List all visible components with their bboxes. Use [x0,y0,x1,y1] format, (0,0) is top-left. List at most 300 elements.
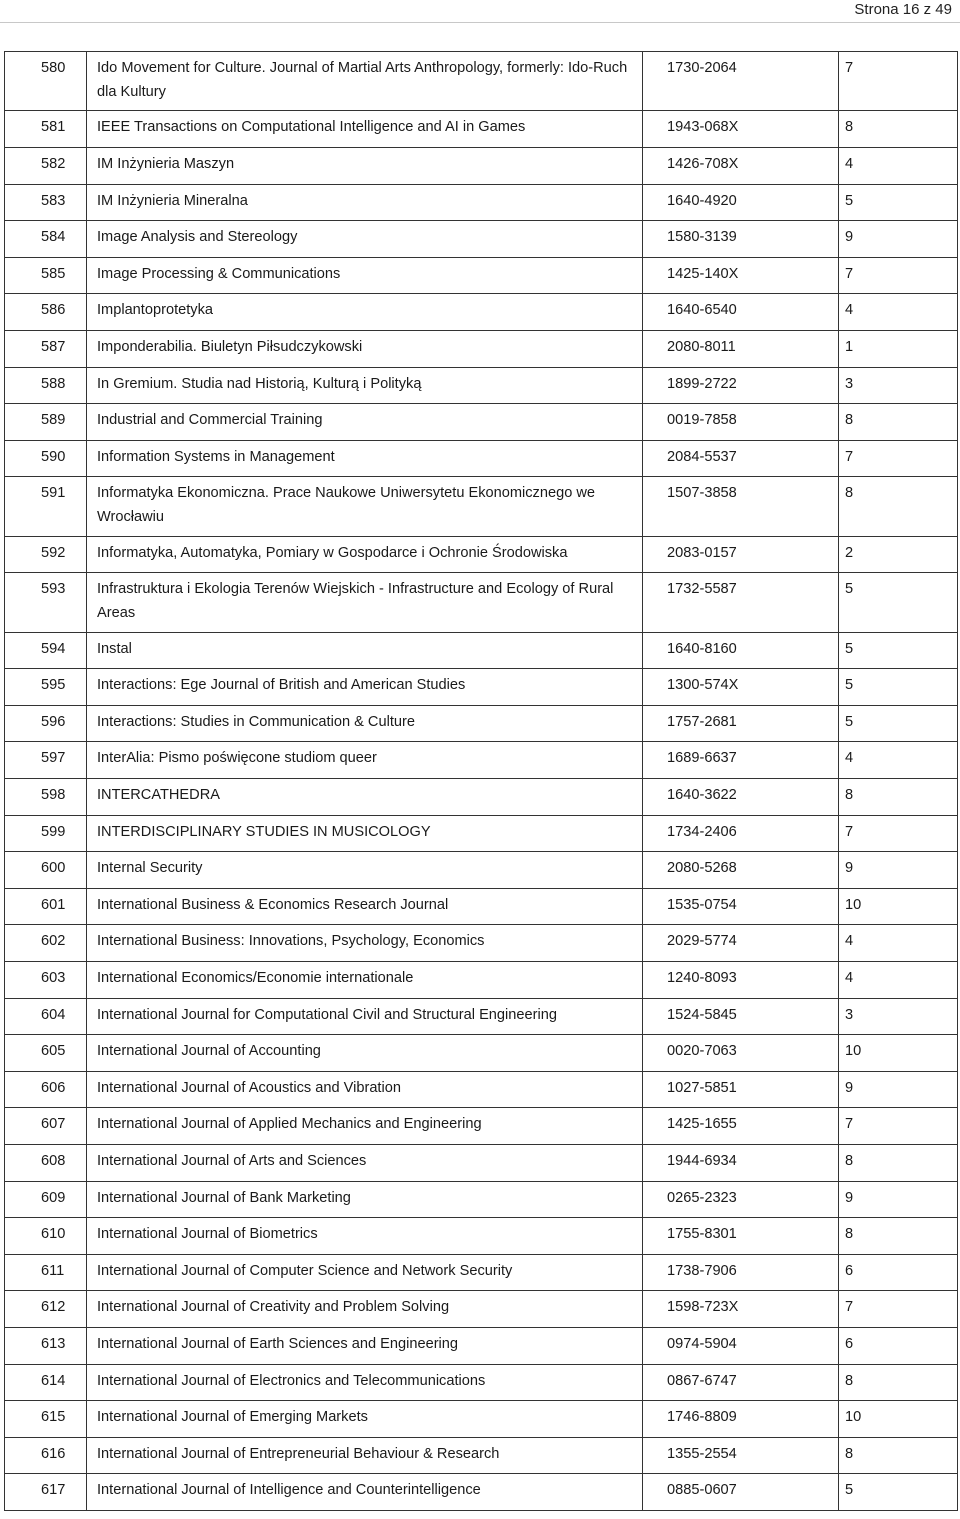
issn-text: 1732-5587 [667,581,737,598]
issn-cell [643,1327,839,1364]
issn-text: 1425-140X [667,265,739,282]
issn-cell [643,815,839,852]
table-row [5,779,958,816]
issn-cell [643,147,839,184]
points-cell [839,1254,958,1291]
journal-title-cell [87,1108,643,1145]
journal-title-cell [87,184,643,221]
row-number-text: 580 [41,60,66,76]
journal-title-cell [87,440,643,477]
points-cell [839,330,958,367]
points-text: 3 [845,375,854,392]
points-text: 8 [845,1372,854,1389]
row-number-cell [5,440,87,477]
journal-title-cell [87,1327,643,1364]
points-text: 1 [845,338,854,355]
row-number-cell [5,815,87,852]
table-row [5,888,958,925]
journal-title-cell [87,632,643,669]
points-cell [839,1291,958,1328]
row-number-cell [5,742,87,779]
points-text: 7 [845,1116,854,1133]
table-row [5,1327,958,1364]
row-number-cell [5,888,87,925]
issn-cell [643,1145,839,1182]
table-row [5,147,958,184]
table-row [5,52,958,111]
points-cell [839,1364,958,1401]
journal-title-text: Information Systems in Management [97,448,335,465]
table-row [5,404,958,441]
journal-title-text: Informatyka, Automatyka, Pomiary w Gospodarce i Ochronie Środowiska [97,544,568,561]
row-number-cell [5,147,87,184]
journal-title-cell [87,221,643,258]
issn-cell [643,669,839,706]
journal-title-cell [87,536,643,573]
issn-cell [643,440,839,477]
points-text: 8 [845,119,854,136]
row-number-cell [5,257,87,294]
points-cell [839,925,958,962]
points-cell [839,1181,958,1218]
journal-title-text: International Journal of Earth Sciences and Engineering [97,1335,459,1352]
points-text: 4 [845,155,854,172]
journal-title-cell [87,477,643,536]
issn-cell [643,1254,839,1291]
points-text: 7 [845,1299,854,1316]
table-row [5,536,958,573]
points-cell [839,440,958,477]
table-row [5,1145,958,1182]
table-row [5,669,958,706]
issn-text: 1300-574X [667,677,739,694]
issn-cell [643,998,839,1035]
row-number-cell [5,367,87,404]
row-number-cell [5,962,87,999]
points-cell [839,815,958,852]
issn-text: 1598-723X [667,1299,739,1316]
points-cell [839,1108,958,1145]
row-number-cell [5,1401,87,1438]
journal-title-text: International Economics/Economie internationale [97,970,414,987]
table-row [5,111,958,148]
issn-cell [643,330,839,367]
points-text: 9 [845,1189,854,1206]
journal-title-cell [87,1401,643,1438]
journal-title-text: IM Inżynieria Mineralna [97,192,248,209]
points-text: 5 [845,713,854,730]
journal-title-text: Industrial and Commercial Training [97,412,323,429]
journal-title-cell [87,888,643,925]
issn-cell [643,1474,839,1511]
journal-title-text: International Journal of Intelligence and Counterintelligence [97,1482,481,1499]
journal-title-cell [87,779,643,816]
points-cell [839,669,958,706]
row-number-text: 612 [41,1299,66,1316]
row-number-cell [5,1071,87,1108]
journal-title-text: International Journal of Electronics and Telecommunications [97,1372,486,1389]
points-text: 6 [845,1335,854,1352]
issn-text: 1240-8093 [667,970,737,987]
journal-title-cell [87,404,643,441]
row-number-text: 606 [41,1079,66,1096]
points-text: 7 [845,60,854,76]
points-cell [839,477,958,536]
issn-text: 1944-6934 [667,1153,737,1170]
row-number-text: 604 [41,1006,66,1023]
journal-title-cell [87,1254,643,1291]
journal-title-cell [87,257,643,294]
journal-title-text: Interactions: Studies in Communication & Culture [97,713,415,730]
issn-text: 1943-068X [667,119,739,136]
row-number-cell [5,1145,87,1182]
journal-title-text: Instal [97,640,132,657]
journal-title-cell [87,1291,643,1328]
row-number-cell [5,779,87,816]
points-cell [839,1071,958,1108]
journal-title-text: International Journal of Creativity and Problem Solving [97,1299,450,1316]
points-text: 4 [845,970,854,987]
issn-cell [643,742,839,779]
table-row [5,852,958,889]
journal-title-text: International Journal of Biometrics [97,1226,318,1243]
row-number-text: 591 [41,485,66,502]
journal-title-cell [87,1145,643,1182]
issn-text: 1689-6637 [667,750,737,767]
issn-text: 1640-4920 [667,192,737,209]
journal-title-text: Image Analysis and Stereology [97,229,298,246]
row-number-cell [5,1035,87,1072]
points-cell [839,536,958,573]
row-number-text: 595 [41,677,66,694]
journal-title-cell [87,1474,643,1511]
row-number-text: 585 [41,265,66,282]
issn-cell [643,779,839,816]
journal-title-text: International Journal of Arts and Sciences [97,1153,367,1170]
issn-text: 1755-8301 [667,1226,737,1243]
issn-text: 0265-2323 [667,1189,737,1206]
table-row [5,1035,958,1072]
points-cell [839,705,958,742]
table-row [5,925,958,962]
row-number-cell [5,1108,87,1145]
issn-cell [643,184,839,221]
issn-cell [643,221,839,258]
row-number-text: 589 [41,412,66,429]
row-number-cell [5,1218,87,1255]
issn-text: 1738-7906 [667,1262,737,1279]
points-text: 5 [845,640,854,657]
row-number-text: 599 [41,823,66,840]
issn-text: 1746-8809 [667,1409,737,1426]
row-number-cell [5,1437,87,1474]
journal-title-text: International Journal for Computational Civil and Structural Engineering [97,1006,557,1023]
points-text: 7 [845,265,854,282]
points-cell [839,962,958,999]
journal-title-text: Imponderabilia. Biuletyn Piłsudczykowski [97,338,363,355]
journal-title-text: International Journal of Computer Science and Network Security [97,1262,513,1279]
row-number-text: 583 [41,192,66,209]
row-number-text: 616 [41,1445,66,1462]
row-number-cell [5,1181,87,1218]
points-text: 5 [845,581,854,598]
journal-title-cell [87,815,643,852]
points-cell [839,52,958,111]
journal-title-cell [87,962,643,999]
row-number-text: 617 [41,1482,66,1499]
issn-text: 1027-5851 [667,1079,737,1096]
points-text: 5 [845,677,854,694]
table-row [5,998,958,1035]
journal-title-text: Image Processing & Communications [97,265,341,282]
issn-text: 1426-708X [667,155,739,172]
table-row [5,294,958,331]
issn-text: 0019-7858 [667,412,737,429]
row-number-text: 587 [41,338,66,355]
points-text: 6 [845,1262,854,1279]
journal-title-text: Informatyka Ekonomiczna. Prace Naukowe Uniwersytetu Ekonomicznego we Wrocławiu [97,485,596,526]
table-row [5,1181,958,1218]
journal-title-cell [87,705,643,742]
issn-cell [643,1401,839,1438]
issn-cell [643,404,839,441]
row-number-cell [5,705,87,742]
points-cell [839,294,958,331]
journal-title-cell [87,330,643,367]
row-number-cell [5,221,87,258]
journal-title-text: INTERDISCIPLINARY STUDIES IN MUSICOLOGY [97,823,431,840]
points-text: 2 [845,544,854,561]
journal-title-text: Internal Security [97,860,203,877]
table-row [5,367,958,404]
journal-title-text: Implantoprotetyka [97,302,214,319]
issn-text: 1899-2722 [667,375,737,392]
row-number-text: 603 [41,970,66,987]
points-cell [839,221,958,258]
journal-title-text: International Journal of Applied Mechanics and Engineering [97,1116,482,1133]
row-number-text: 582 [41,155,66,172]
issn-text: 1535-0754 [667,896,737,913]
table-row [5,1108,958,1145]
issn-cell [643,536,839,573]
points-cell [839,147,958,184]
row-number-cell [5,573,87,632]
journal-title-text: IM Inżynieria Maszyn [97,155,235,172]
issn-text: 1524-5845 [667,1006,737,1023]
row-number-cell [5,632,87,669]
issn-text: 1640-6540 [667,302,737,319]
row-number-cell [5,1254,87,1291]
row-number-cell [5,536,87,573]
points-cell [839,111,958,148]
row-number-text: 614 [41,1372,66,1389]
issn-text: 1640-3622 [667,787,737,804]
journal-title-cell [87,742,643,779]
issn-cell [643,852,839,889]
page-header [0,0,960,23]
row-number-text: 611 [41,1262,65,1279]
points-text: 9 [845,860,854,877]
row-number-cell [5,1474,87,1511]
points-cell [839,888,958,925]
issn-text: 0974-5904 [667,1335,737,1352]
issn-cell [643,1108,839,1145]
table-row [5,573,958,632]
page-number: Strona 16 z 49 [854,1,952,18]
journal-title-text: Infrastruktura i Ekologia Terenów Wiejskich - Infrastructure and Ecology of Rural Areas [97,581,614,622]
journal-title-text: InterAlia: Pismo poświęcone studiom queer [97,750,377,767]
issn-cell [643,888,839,925]
journal-title-cell [87,1364,643,1401]
journal-title-cell [87,1437,643,1474]
journal-title-cell [87,1218,643,1255]
journal-title-cell [87,669,643,706]
issn-text: 0867-6747 [667,1372,737,1389]
points-cell [839,1218,958,1255]
row-number-cell [5,477,87,536]
row-number-text: 594 [41,640,66,657]
issn-cell [643,705,839,742]
row-number-text: 610 [41,1226,66,1243]
journal-title-text: International Business: Innovations, Psychology, Economics [97,933,485,950]
points-cell [839,367,958,404]
table-row [5,742,958,779]
table-row [5,440,958,477]
table-row [5,1254,958,1291]
row-number-cell [5,925,87,962]
row-number-text: 613 [41,1335,66,1352]
issn-cell [643,1035,839,1072]
row-number-cell [5,404,87,441]
journal-title-text: International Journal of Entrepreneurial Behaviour & Research [97,1445,500,1462]
row-number-text: 615 [41,1409,66,1426]
journal-title-cell [87,998,643,1035]
issn-cell [643,367,839,404]
issn-text: 2080-8011 [667,338,736,355]
points-text: 5 [845,192,854,209]
journal-title-text: International Business & Economics Research Journal [97,896,449,913]
table-row [5,477,958,536]
journal-title-cell [87,147,643,184]
row-number-text: 607 [41,1116,66,1133]
issn-text: 1580-3139 [667,229,737,246]
row-number-cell [5,1291,87,1328]
points-text: 8 [845,1153,854,1170]
issn-text: 1640-8160 [667,640,737,657]
points-text: 10 [845,1043,862,1060]
row-number-text: 608 [41,1153,66,1170]
issn-text: 2080-5268 [667,860,737,877]
issn-text: 1730-2064 [667,60,737,76]
table-row [5,1218,958,1255]
table-row [5,632,958,669]
points-cell [839,1474,958,1511]
row-number-text: 602 [41,933,66,950]
row-number-text: 609 [41,1189,66,1206]
table-row [5,1364,958,1401]
points-text: 8 [845,1226,854,1243]
journal-title-text: International Journal of Emerging Markets [97,1409,368,1426]
table-row [5,257,958,294]
journal-title-cell [87,1071,643,1108]
points-text: 8 [845,787,854,804]
table-row [5,1291,958,1328]
table-row [5,1437,958,1474]
points-cell [839,404,958,441]
points-cell [839,1145,958,1182]
issn-cell [643,1071,839,1108]
issn-cell [643,1437,839,1474]
points-text: 4 [845,933,854,950]
journal-title-text: International Journal of Bank Marketing [97,1189,351,1206]
row-number-cell [5,998,87,1035]
issn-cell [643,925,839,962]
journal-title-text: IEEE Transactions on Computational Intelligence and AI in Games [97,119,526,136]
table-row [5,962,958,999]
table-row [5,221,958,258]
points-cell [839,852,958,889]
row-number-cell [5,852,87,889]
issn-text: 1757-2681 [667,713,737,730]
journal-title-text: International Journal of Accounting [97,1043,321,1060]
journal-title-cell [87,294,643,331]
row-number-cell [5,330,87,367]
issn-text: 2029-5774 [667,933,737,950]
table-row [5,184,958,221]
row-number-text: 601 [41,896,66,913]
row-number-text: 593 [41,581,66,598]
points-text: 5 [845,1482,854,1499]
issn-cell [643,1181,839,1218]
issn-text: 0020-7063 [667,1043,737,1060]
row-number-text: 597 [41,750,66,767]
journal-table-body [5,52,958,1511]
points-text: 10 [845,896,862,913]
points-cell [839,1401,958,1438]
issn-cell [643,632,839,669]
row-number-cell [5,1364,87,1401]
points-text: 8 [845,485,854,502]
journal-title-cell [87,1035,643,1072]
table-row [5,1401,958,1438]
row-number-text: 600 [41,860,66,877]
row-number-text: 605 [41,1043,66,1060]
journal-title-cell [87,52,643,111]
journal-title-cell [87,852,643,889]
row-number-text: 592 [41,544,66,561]
issn-text: 1507-3858 [667,485,737,502]
table-row [5,1071,958,1108]
issn-text: 1355-2554 [667,1445,737,1462]
table-row [5,815,958,852]
journal-title-text: International Journal of Acoustics and Vibration [97,1079,401,1096]
row-number-text: 586 [41,302,66,319]
issn-text: 2084-5537 [667,448,737,465]
points-cell [839,779,958,816]
points-text: 4 [845,750,854,767]
points-cell [839,573,958,632]
points-text: 9 [845,1079,854,1096]
journal-title-text: Interactions: Ege Journal of British and American Studies [97,677,466,694]
journal-title-text: Ido Movement for Culture. Journal of Martial Arts Anthropology, formerly: Ido-Ruch dla Kultury [97,60,628,100]
issn-cell [643,962,839,999]
issn-cell [643,1364,839,1401]
journal-title-cell [87,1181,643,1218]
table-row [5,705,958,742]
points-cell [839,998,958,1035]
issn-cell [643,1218,839,1255]
points-text: 9 [845,229,854,246]
